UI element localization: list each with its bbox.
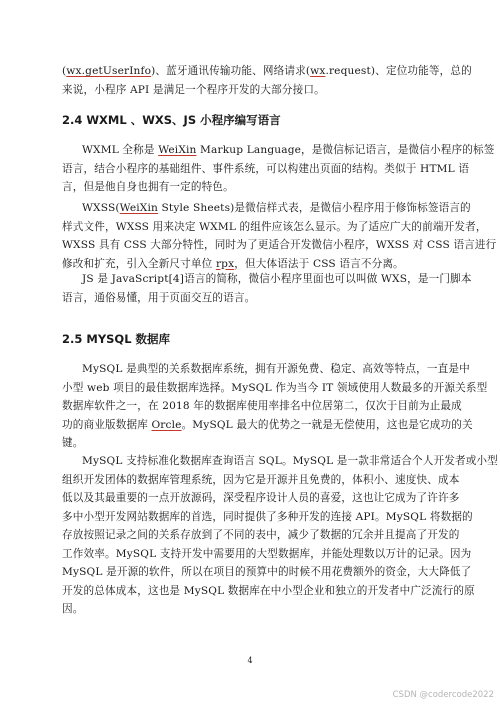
text-line [62,510,473,524]
underlined-term: rpx [215,257,235,270]
text-run: 低以及其最重要的一点开放源码，深受程序设计人员的喜爱，这也让它成为了许许多 [62,492,460,504]
text-run: 数据库软件之一，在 2018 年的数据库使用率排名中位居第二，仅次于目前为止最成 [62,400,462,412]
text-line [82,362,470,376]
text-line [62,602,440,616]
text-run: 功的商业版数据库 [62,418,152,431]
text-run: 键。 [62,437,84,449]
text-line [62,547,472,561]
text-run: JS 是 JavaScript[4]语言的简称，微信小程序里面也可以叫做 WXS，是一门脚本 [82,273,472,285]
text-run: 样式文件，WXSS 用来决定 WXML 的组件应该怎么显示。为了适应广大的前端开发者， [62,220,487,233]
text-run: .request)、定位功能等，总的 [325,65,472,77]
text-run: 修改和扩充，引入全新尺寸单位 [62,257,216,270]
text-run: WXSS( [82,202,120,214]
text-run: 语言，结合小程序的基础组件、事件系统，可以构建出页面的结构。类似于 HTML 语 [62,162,470,175]
text-line [62,473,460,487]
text-run: )、蓝牙通讯传输功能、网络请求( [151,65,311,77]
text-run: 组织开发团体的数据库管理系统，因为它是开源并且免费的，体积小、速度快、成本 [62,473,460,486]
watermark: CSDN @codercode2022 [392,690,494,700]
text-run: ，但大体语法于 CSS 语言不分离。 [234,257,404,270]
text-run: MySQL 是典型的关系数据库系统，拥有开源免费、稳定、高效等特点，一直是中 [82,363,470,375]
text-line [62,162,470,176]
text-run: WXSS 具有 CSS 大部分特性，同时为了更适合开发微信小程序，WXSS 对 CSS 语言进行 [62,239,497,251]
text-run: 多中小型开发网站数据库的首选，同时提供了多种开发的连接 API。MySQL 将数据的 [62,510,473,523]
text-line [62,436,440,450]
text-run: 言，但是他自身也拥有一定的特色。 [62,181,234,193]
text-run: WXML 全称是 [82,144,159,156]
section-heading-2-4: 2.4 WXML 、WXS、JS 小程序编写语言 [62,113,281,127]
underlined-term: WeiXin [119,202,158,214]
text-run: 。MySQL 最大的优势之一就是无偿使用，这也是它成功的关 [181,418,473,431]
text-run: 来说，小程序 API 是满足一个程序开发的大部分接口。 [62,83,325,96]
underlined-term: wx [310,65,326,77]
text-line [62,220,487,234]
text-line [62,528,460,542]
text-run: 存放按照记录之间的关系存放到了不同的表中，减少了数据的冗余并且提高了开发的 [62,529,460,541]
text-run: 开发的总体成本，这也是 MySQL 数据库在中小型企业和独立的开发者中广泛流行的原 [62,584,475,597]
text-run: 小型 web 项目的最佳数据库选择。MySQL 作为当今 IT 领域使用人数最多的开源关系型 [62,381,488,394]
text-line [62,565,472,579]
page-number: 4 [247,656,253,665]
text-run: ( [62,65,67,77]
text-run: 语言，通俗易懂，用于页面交互的语言。 [62,291,256,304]
text-line [62,64,472,78]
text-line [62,180,440,194]
text-line [82,143,495,157]
text-line [62,418,473,432]
text-line [62,291,440,305]
text-line [62,83,440,97]
text-run: 因。 [62,603,84,615]
text-run: Style Sheets)是微信样式表，是微信小程序用于修饰标签语言的 [158,202,471,214]
text-line [82,272,472,286]
text-line [62,381,488,395]
text-line [82,454,498,468]
text-line [62,257,440,271]
text-line [62,399,462,413]
text-run: 工作效率。MySQL 支持开发中需要用的大型数据库，并能处理数以万计的记录。因为 [62,547,472,560]
text-run: MySQL 支持标准化数据库查询语言 SQL。MySQL 是一款非常适合个人开发者或小型 [82,455,498,467]
text-line [82,201,471,215]
text-line [62,584,475,598]
text-line [62,491,460,505]
section-heading-2-5: 2.5 MYSQL 数据库 [62,332,171,346]
text-run: Markup Language，是微信标记语言，是微信小程序的标签 [196,144,495,156]
underlined-term: Orcle [151,418,182,431]
underlined-term: WeiXin [158,144,197,156]
text-run: MySQL 是开源的软件，所以在项目的预算中的时候不用花费额外的资金，大大降低了 [62,566,472,578]
text-line [62,238,497,252]
underlined-term: wx.getUserInfo [66,65,152,77]
